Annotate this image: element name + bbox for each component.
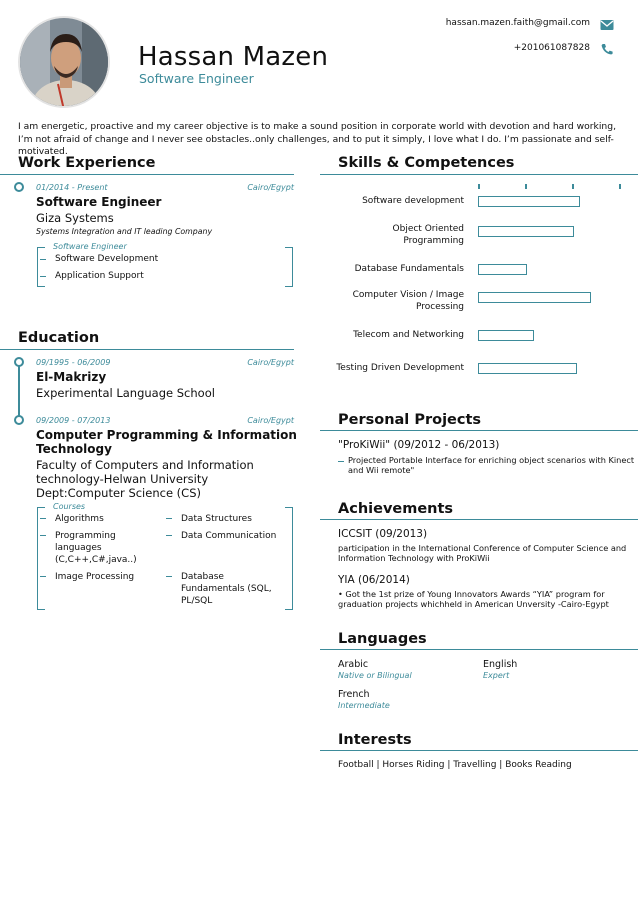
language-level: Intermediate — [338, 701, 390, 710]
course-item: Data Communication — [181, 531, 277, 541]
education-heading-line — [0, 349, 294, 350]
skill-label-cont: Processing — [415, 302, 464, 312]
course-item: Database — [181, 572, 224, 582]
project-title: "ProKiWii" (09/2012 - 06/2013) — [338, 439, 500, 451]
course-item: Algorithms — [55, 514, 104, 524]
course-item-cont: Fundamentals (SQL, — [181, 584, 272, 594]
skill-level-bar — [478, 264, 527, 275]
skill-label-cont: Programming — [403, 236, 464, 246]
bullet-dash — [40, 259, 46, 260]
list-bracket-right — [285, 247, 293, 287]
skills-heading-line — [320, 174, 638, 175]
timeline-node — [14, 415, 24, 425]
edu-location: Cairo/Egypt — [247, 416, 294, 425]
education-heading: Education — [18, 330, 100, 346]
work-bullet: Software Development — [55, 254, 159, 264]
timeline-line — [18, 362, 20, 418]
scale-tick — [619, 184, 621, 189]
scale-tick — [478, 184, 480, 189]
interests-text: Football | Horses Riding | Travelling | Books Reading — [338, 760, 572, 770]
course-item-cont: (C,C++,C#,java..) — [55, 555, 137, 565]
candidate-title: Software Engineer — [139, 71, 254, 86]
bullet-dash — [40, 518, 46, 519]
edu-degree: Computer Programming & Information — [36, 428, 297, 442]
interests-heading-line — [320, 750, 638, 751]
project-description-cont: and Wii remote" — [348, 465, 415, 475]
language-level: Native or Bilingual — [338, 671, 412, 680]
bullet-dash — [40, 535, 46, 536]
scale-tick — [572, 184, 574, 189]
work-heading-line — [0, 174, 294, 175]
edu-faculty: technology-Helwan University — [36, 472, 209, 486]
bullet-dash — [40, 276, 46, 277]
work-company-description: Systems Integration and IT leading Company — [36, 227, 213, 236]
achievement-description: • Got the 1st prize of Young Innovators Awards “YIA” program for — [338, 589, 605, 599]
language-name: Arabic — [338, 659, 369, 670]
achievement-description-cont: Information Technology with ProKiWii — [338, 553, 490, 563]
skill-level-bar — [478, 196, 580, 207]
language-level: Expert — [483, 671, 510, 680]
scale-tick — [525, 184, 527, 189]
course-item: Image Processing — [55, 572, 135, 582]
bullet-dash — [166, 518, 172, 519]
achievement-description-cont: graduation projects whichheld in American Unversity -Cairo-Egypt — [338, 599, 609, 609]
edu-degree: Technology — [36, 442, 112, 456]
edu-department: Dept:Computer Science (CS) — [36, 486, 201, 500]
skill-level-bar — [478, 363, 577, 374]
work-company: Giza Systems — [36, 211, 114, 225]
edu-school-name: El-Makrizy — [36, 370, 107, 384]
interests-heading: Interests — [338, 732, 412, 748]
course-item-cont: PL/SQL — [181, 596, 213, 606]
skill-label: Computer Vision / Image — [352, 290, 464, 300]
summary-text: I am energetic, proactive and my career objective is to make a sound position in corporate world with devotion and hard working, I’m not afraid of change and I never see obstacles..only challenges, and to put it simply, I love what I do. I’m passionate and self-motivated. — [18, 121, 617, 157]
languages-heading: Languages — [338, 631, 427, 647]
work-experience-heading: Work Experience — [18, 155, 156, 171]
list-bracket-left — [37, 247, 45, 287]
phone-text[interactable]: +201061087828 — [513, 43, 590, 53]
edu-dates: 09/1995 - 06/2009 — [36, 358, 111, 367]
projects-heading-line — [320, 430, 638, 431]
achievement-title: YIA (06/2014) — [338, 574, 410, 586]
bullet-dash — [166, 535, 172, 536]
bullet-dash — [166, 576, 172, 577]
skill-level-bar — [478, 330, 534, 341]
bullet-dash — [338, 461, 344, 462]
work-bullet: Application Support — [55, 271, 144, 281]
edu-dates: 09/2009 - 07/2013 — [36, 416, 111, 425]
skill-level-bar — [478, 226, 574, 237]
skill-label: Software development — [362, 196, 464, 206]
achievements-heading-line — [320, 519, 638, 520]
skill-label: Object Oriented — [392, 224, 464, 234]
work-dates: 01/2014 - Present — [36, 183, 108, 192]
bullet-dash — [40, 576, 46, 577]
timeline-node — [14, 182, 24, 192]
list-bracket-right — [285, 507, 293, 610]
candidate-name: Hassan Mazen — [138, 42, 329, 72]
skills-heading: Skills & Competences — [338, 155, 515, 171]
list-bracket-left — [37, 507, 45, 610]
phone-icon — [600, 40, 614, 52]
work-role: Software Engineer — [36, 195, 162, 209]
course-item: Data Structures — [181, 514, 252, 524]
achievement-description: participation in the International Conference of Computer Science and — [338, 543, 627, 553]
skill-label: Telecom and Networking — [353, 330, 464, 340]
profile-photo — [18, 16, 110, 108]
project-description: Projected Portable Interface for enriching object scenarios with Kinect — [348, 455, 635, 465]
courses-title: Courses — [53, 502, 86, 511]
email-text[interactable]: hassan.mazen.faith@gmail.com — [445, 18, 590, 28]
course-item: Programming — [55, 531, 116, 541]
skill-label: Testing Driven Development — [336, 363, 464, 373]
course-item-cont: languages — [55, 543, 102, 553]
personal-projects-heading: Personal Projects — [338, 412, 482, 428]
language-name: English — [483, 659, 518, 670]
edu-faculty: Faculty of Computers and Information — [36, 458, 254, 472]
edu-location: Cairo/Egypt — [247, 358, 294, 367]
envelope-icon — [600, 16, 614, 28]
achievements-heading: Achievements — [338, 501, 454, 517]
achievement-title: ICCSIT (09/2013) — [338, 528, 428, 540]
edu-school: Experimental Language School — [36, 386, 215, 400]
skill-label: Database Fundamentals — [354, 264, 464, 274]
skill-level-bar — [478, 292, 591, 303]
languages-heading-line — [320, 649, 638, 650]
work-location: Cairo/Egypt — [247, 183, 294, 192]
work-list-title: Software Engineer — [53, 242, 127, 251]
language-name: French — [338, 689, 370, 700]
timeline-node — [14, 357, 24, 367]
